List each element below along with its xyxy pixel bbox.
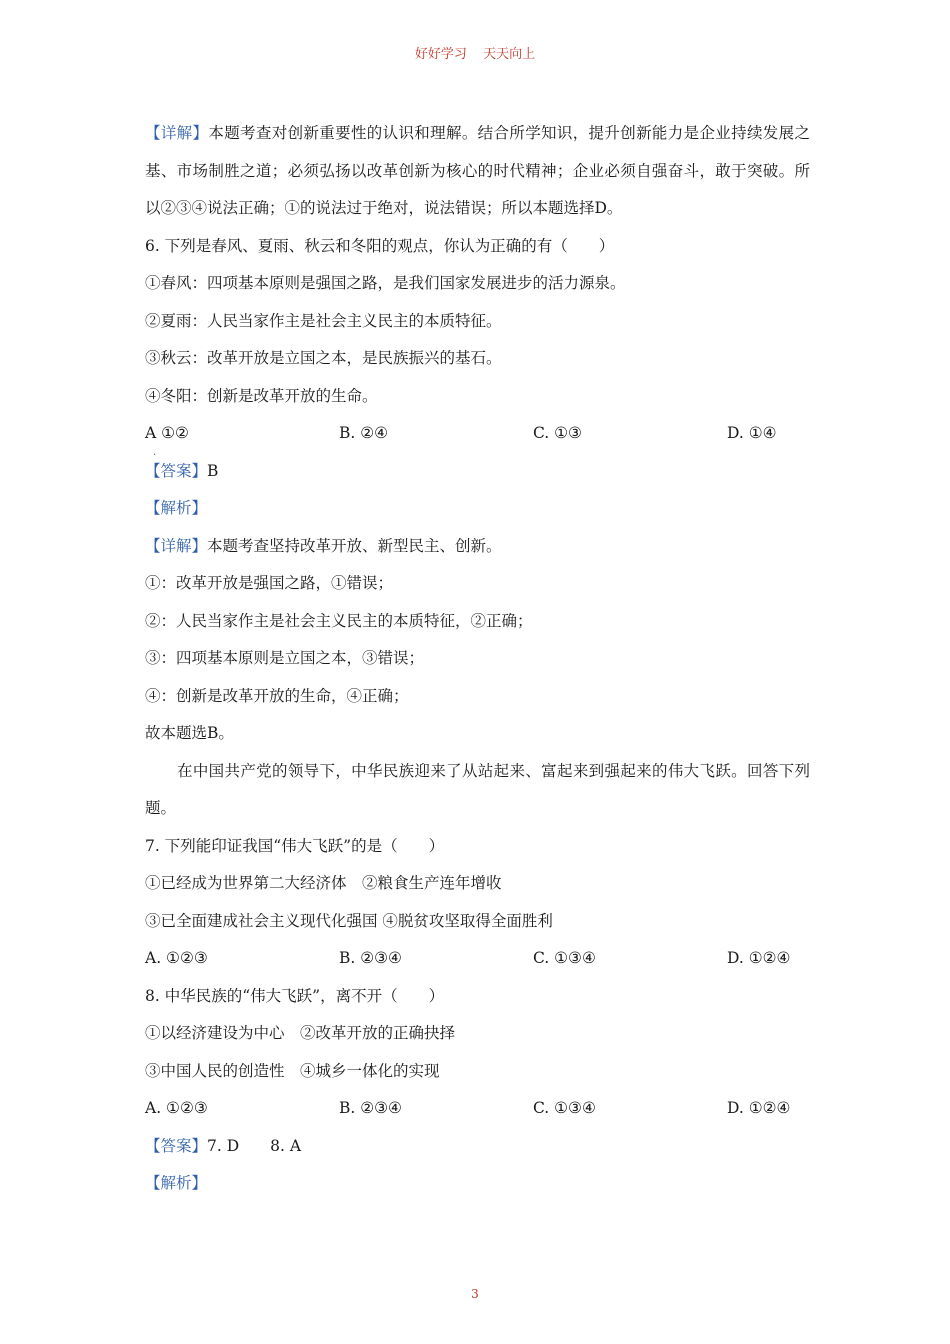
option-b: B. ②③④: [339, 949, 402, 967]
question-6-options: [145, 415, 810, 453]
answer-value: 7. D 8. A: [207, 1136, 302, 1155]
option-a: A ①②: [145, 424, 189, 442]
detail-6: [145, 528, 810, 566]
question-6-item-4: ④冬阳：创新是改革开放的生命。: [145, 386, 378, 405]
option-c: C. ①③④: [533, 949, 596, 967]
detail-text: 本题考查对创新重要性的认识和理解。结合所学知识，提升创新能力是企业持续发展之基、市场制胜之道；必须弘扬以改革创新为核心的时代精神；企业必须自强奋斗，敢于突破。所以②③④说法正确；①的说法过于绝对，说法错误；所以本题选择D。: [145, 124, 810, 217]
material-paragraph: 在中国共产党的领导下，中华民族迎来了从站起来、富起来到强起来的伟大飞跃。回答下列题。: [145, 761, 810, 817]
analysis-6: [145, 490, 810, 528]
option-a: A. ①②③: [145, 1099, 208, 1117]
answer-value: B: [207, 461, 219, 480]
document-body: [145, 115, 810, 1203]
question-6-item-2: ②夏雨：人民当家作主是社会主义民主的本质特征。: [145, 311, 502, 330]
option-b: B. ②④: [339, 424, 389, 442]
stray-dot: .: [153, 447, 157, 458]
question-6-stem: 6. 下列是春风、夏雨、秋云和冬阳的观点，你认为正确的有（ ）: [145, 236, 615, 255]
question-7-item-2: ③已全面建成社会主义现代化强国 ④脱贫攻坚取得全面胜利: [145, 911, 553, 930]
question-7-item-1: ①已经成为世界第二大经济体 ②粮食生产连年增收: [145, 874, 502, 892]
answer-7-8: [145, 1128, 810, 1166]
option-d: D. ①②④: [727, 949, 791, 967]
question-8-stem: 8. 中华民族的“伟大飞跃”，离不开（ ）: [145, 986, 445, 1005]
option-d: D. ①②④: [727, 1099, 791, 1117]
header-left-text: 好好学习: [414, 47, 467, 62]
question-7-stem: 7. 下列能印证我国“伟大飞跃”的是（ ）: [145, 836, 445, 855]
option-c: C. ①③④: [533, 1099, 596, 1117]
analysis-7-8: [145, 1165, 810, 1203]
detail-tag: 【详解】: [145, 536, 208, 555]
detail-6-conclusion: 故本题选B。: [145, 724, 234, 742]
page-header: [0, 43, 950, 62]
page-number: 3: [471, 1287, 479, 1301]
answer-tag: 【答案】: [145, 461, 208, 480]
option-b: B. ②③④: [339, 1099, 402, 1117]
detail-6-line-3: ③：四项基本原则是立国之本，③错误；: [145, 649, 425, 667]
detail-6-line-4: ④：创新是改革开放的生命，④正确；: [145, 686, 409, 705]
detail-6-line-1: ①：改革开放是强国之路，①错误；: [145, 574, 394, 592]
option-d: D. ①④: [727, 424, 777, 442]
question-6-item-1: ①春风：四项基本原则是强国之路，是我们国家发展进步的活力源泉。: [145, 274, 626, 292]
header-right-text: 天天向上: [483, 47, 536, 62]
answer-tag: 【答案】: [145, 1136, 208, 1155]
analysis-tag: 【解析】: [145, 1174, 208, 1192]
question-8-item-2: ③中国人民的创造性 ④城乡一体化的实现: [145, 1061, 440, 1080]
analysis-tag: 【解析】: [145, 499, 208, 517]
detail-block-1: [145, 115, 810, 228]
question-7-options: [145, 940, 810, 978]
detail-tag: 【详解】: [145, 124, 209, 142]
option-a: A. ①②③: [145, 949, 208, 967]
option-c: C. ①③: [533, 424, 582, 442]
question-8-item-1: ①以经济建设为中心 ②改革开放的正确抉择: [145, 1024, 456, 1042]
question-6-item-3: ③秋云：改革开放是立国之本，是民族振兴的基石。: [145, 349, 502, 367]
detail-intro: 本题考查坚持改革开放、新型民主、创新。: [207, 536, 502, 555]
answer-6: [145, 453, 810, 491]
question-8-options: [145, 1090, 810, 1128]
detail-6-line-2: ②：人民当家作主是社会主义民主的本质特征，②正确；: [145, 611, 533, 630]
